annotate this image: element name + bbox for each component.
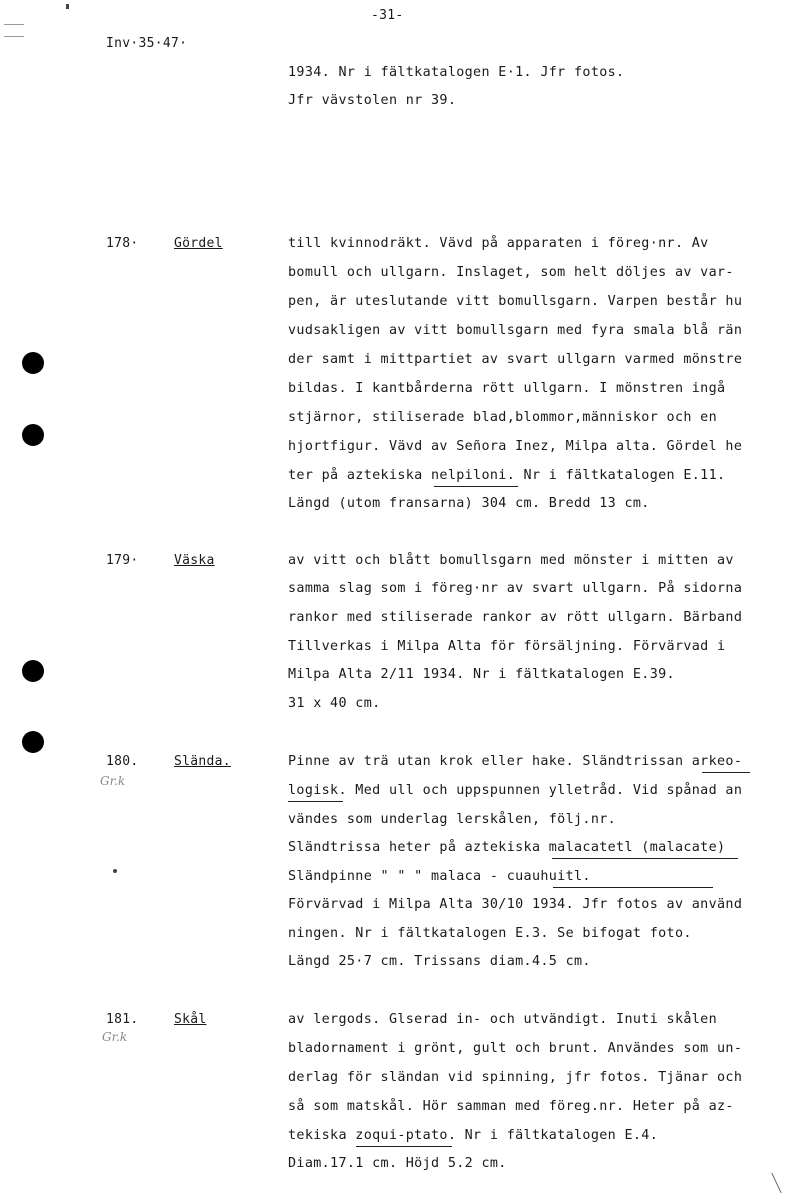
underline-zoqui-ptato <box>356 1146 452 1147</box>
entry-line: bladornament i grönt, gult och brunt. Användes som un- <box>288 1041 743 1056</box>
entry-line: ter på aztekiska nelpiloni. Nr i fältkatalogen E.11. <box>288 468 726 483</box>
entry-number: 181. <box>106 1012 139 1027</box>
entry-line: stjärnor, stiliserade blad,blommor,människor och en <box>288 410 718 425</box>
entry-line: Diam.17.1 cm. Höjd 5.2 cm. <box>288 1156 507 1171</box>
punch-hole <box>22 424 44 446</box>
corner-tick-mark <box>66 4 69 9</box>
entry-title: Skål <box>174 1012 207 1027</box>
entry-line: Förvärvad i Milpa Alta 30/10 1934. Jfr fotos av använd <box>288 897 743 912</box>
entry-number: 180. <box>106 754 139 769</box>
entry-line: vändes som underlag lerskålen, följ.nr. <box>288 812 617 827</box>
underline-malaca <box>553 887 713 888</box>
intro-line: 1934. Nr i fältkatalogen E·1. Jfr fotos. <box>288 65 625 80</box>
edge-stray-mark <box>771 1173 781 1193</box>
entry-line: rankor med stiliserade rankor av rött ullgarn. Bärband <box>288 610 743 625</box>
entry-number: 179· <box>106 553 139 568</box>
underline-nelpiloni <box>434 486 518 487</box>
entry-line: ningen. Nr i fältkatalogen E.3. Se bifogat foto. <box>288 926 692 941</box>
punch-hole <box>22 660 44 682</box>
entry-line: av lergods. Glserad in- och utvändigt. Inuti skålen <box>288 1012 718 1027</box>
punch-hole <box>22 731 44 753</box>
entry-line: av vitt och blått bomullsgarn med mönster i mitten av <box>288 553 734 568</box>
margin-scribble: Gr.k <box>102 1030 128 1044</box>
entry-line: bildas. I kantbårderna rött ullgarn. I mönstren ingå <box>288 381 726 396</box>
margin-scribble: Gr.k <box>100 774 126 788</box>
margin-rule-mark-2 <box>4 36 24 37</box>
entry-title: Slända. <box>174 754 231 769</box>
entry-line: så som matskål. Hör samman med föreg.nr. Heter på az- <box>288 1099 734 1114</box>
entry-line: samma slag som i föreg·nr av svart ullgarn. På sidorna <box>288 581 743 596</box>
entry-line: logisk. Med ull och uppspunnen ylletråd. Vid spånad an <box>288 783 743 798</box>
entry-title: Väska <box>174 553 215 568</box>
entry-line: Längd (utom fransarna) 304 cm. Bredd 13 cm. <box>288 496 650 511</box>
entry-line: der samt i mittpartiet av svart ullgarn varmed mönstre <box>288 352 743 367</box>
entry-title: Gördel <box>174 236 223 251</box>
entry-line: Milpa Alta 2/11 1934. Nr i fältkatalogen E.39. <box>288 667 675 682</box>
page-number: -31- <box>371 8 404 23</box>
underline-malacatetl <box>552 858 738 859</box>
entry-line: pen, är uteslutande vitt bomullsgarn. Varpen består hu <box>288 294 743 309</box>
inventory-label: Inv·35·47· <box>106 36 188 51</box>
underline-arkeo <box>702 772 750 773</box>
margin-rule-mark <box>4 24 24 25</box>
entry-line: Sländtrissa heter på aztekiska malacatetl (malacate) <box>288 840 726 855</box>
entry-line: Tillverkas i Milpa Alta för försäljning. Förvärvad i <box>288 639 726 654</box>
entry-line: 31 x 40 cm. <box>288 696 381 711</box>
punch-hole <box>22 352 44 374</box>
entry-number: 178· <box>106 236 139 251</box>
entry-line: vudsakligen av vitt bomullsgarn med fyra smala blå rän <box>288 323 743 338</box>
entry-line: bomull och ullgarn. Inslaget, som helt döljes av var- <box>288 265 734 280</box>
entry-line: Pinne av trä utan krok eller hake. Sländtrissan arkeo- <box>288 754 743 769</box>
entry-line: derlag för sländan vid spinning, jfr fotos. Tjänar och <box>288 1070 743 1085</box>
small-dot-mark <box>113 869 117 873</box>
entry-line: tekiska zoqui-ptato. Nr i fältkatalogen E.4. <box>288 1128 659 1143</box>
intro-line: Jfr vävstolen nr 39. <box>288 93 457 108</box>
entry-line: Längd 25·7 cm. Trissans diam.4.5 cm. <box>288 954 591 969</box>
underline-logisk <box>288 801 343 802</box>
entry-line: till kvinnodräkt. Vävd på apparaten i föreg·nr. Av <box>288 236 709 251</box>
entry-line: hjortfigur. Vävd av Señora Inez, Milpa alta. Gördel he <box>288 439 743 454</box>
entry-line: Sländpinne " " " malaca - cuauhuitl. <box>288 869 591 884</box>
